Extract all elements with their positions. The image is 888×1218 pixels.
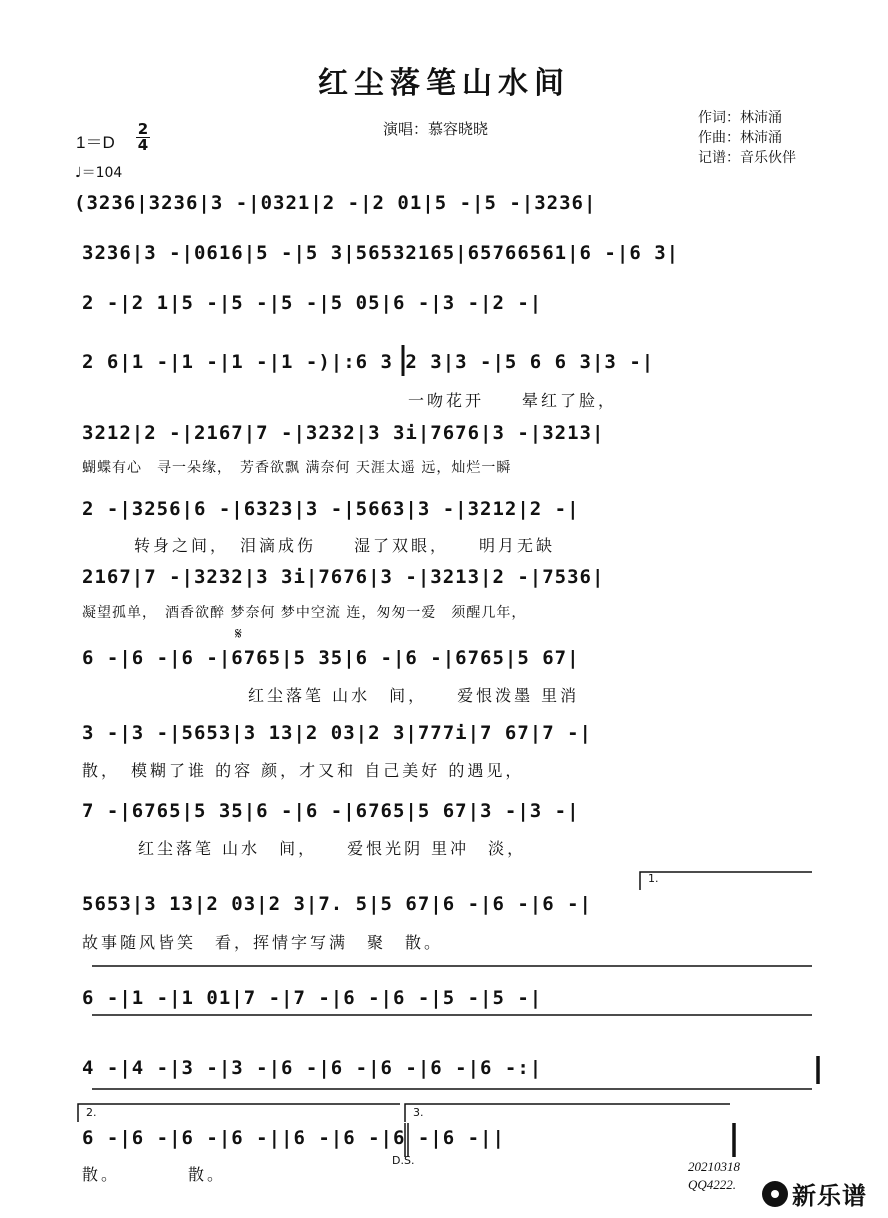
lyric-row-10: 红尘落笔 山水 间， 爱恨光阴 里冲 淡，	[138, 839, 527, 858]
lyric-row-14: 散。 散。	[82, 1165, 227, 1184]
lyric-row-5: 蝴蝶有心 寻一朵缘， 芳香欲飘 满奈何 天涯太遥 远，灿烂一瞬	[82, 460, 512, 476]
notation-row-6: 2 -|3256|6 -|6323|3 -|5663|3 -|3212|2 -|	[82, 498, 580, 520]
lyric-row-4: 一吻花开 晕红了脸，	[408, 391, 618, 410]
lyric-row-9: 散， 模糊了谁 的容 颜，才又和 自己美好 的遇见，	[82, 761, 525, 780]
lyric-row-8: 红尘落笔 山水 间， 爱恨泼墨 里消	[248, 686, 580, 705]
brand-logo-text: 新乐谱	[792, 1182, 867, 1210]
lyric-row-6: 转身之间， 泪滴成伤 湿了双眼， 明月无缺	[134, 536, 556, 555]
key-signature: 1＝D	[76, 133, 115, 152]
lyric-row-11: 故事随风皆笑 看，挥情字写满 聚 散。	[82, 933, 444, 952]
volta-3-label: 3.	[413, 1106, 424, 1119]
notation-row-14: 6 -|6 -|6 -|6 -||6 -|6 -|6 -|6 -||	[82, 1127, 505, 1149]
quarter-note-icon: ♩	[75, 165, 82, 181]
singer-credit: 演唱：慕容晓晓	[383, 120, 489, 138]
brand-logo	[762, 1176, 867, 1211]
time-signature-bottom: 4	[137, 136, 149, 154]
notation-row-5: 3212|2 -|2167|7 -|3232|3 3i|7676|3 -|3213|	[82, 422, 605, 444]
composer-credit: 作曲：林沛涌	[698, 130, 782, 146]
ds-mark: D.S.	[392, 1154, 415, 1167]
notation-row-9: 3 -|3 -|5653|3 13|2 03|2 3|777i|7 67|7 -|	[82, 722, 592, 744]
transcriber-credit: 记谱：音乐伙伴	[698, 150, 796, 166]
notation-row-12: 6 -|1 -|1 01|7 -|7 -|6 -|6 -|5 -|5 -|	[82, 987, 543, 1009]
time-signature-top: 2	[137, 120, 149, 138]
notation-row-8: 6 -|6 -|6 -|6765|5 35|6 -|6 -|6765|5 67|	[82, 647, 580, 669]
date-stamp: 20210318	[688, 1159, 740, 1174]
notation-row-11: 5653|3 13|2 03|2 3|7. 5|5 67|6 -|6 -|6 -|	[82, 893, 592, 915]
qq-stamp: QQ4222.	[688, 1177, 737, 1192]
notation-row-1: (3236|3236|3 -|0321|2 -|2 01|5 -|5 -|3236|	[74, 192, 597, 214]
song-title: 红尘落笔山水间	[318, 66, 570, 101]
notation-row-3: 2 -|2 1|5 -|5 -|5 -|5 05|6 -|3 -|2 -|	[82, 292, 543, 314]
volta-1-label: 1.	[648, 872, 659, 885]
record-disc-icon	[762, 1181, 788, 1207]
notation-row-10: 7 -|6765|5 35|6 -|6 -|6765|5 67|3 -|3 -|	[82, 800, 580, 822]
notation-row-7: 2167|7 -|3232|3 3i|7676|3 -|3213|2 -|7536|	[82, 566, 605, 588]
notation-row-13: 4 -|4 -|3 -|3 -|6 -|6 -|6 -|6 -|6 -:|	[82, 1057, 543, 1079]
tempo-value: ＝104	[81, 165, 123, 181]
lyric-row-7: 凝望孤单， 酒香欲醉 梦奈何 梦中空流 连，匆匆一爱 须醒几年，	[82, 605, 527, 621]
volta-2-label: 2.	[86, 1106, 97, 1119]
lyricist-credit: 作词：林沛涌	[698, 110, 782, 126]
notation-row-4: 2 6|1 -|1 -|1 -|1 -)|:6 3 2 3|3 -|5 6 6 3|3 -|	[82, 351, 655, 373]
notation-row-2: 3236|3 -|0616|5 -|5 3|56532165|65766561|6 -|6 3|	[82, 242, 680, 264]
segno-mark: 𝄋	[235, 624, 242, 643]
